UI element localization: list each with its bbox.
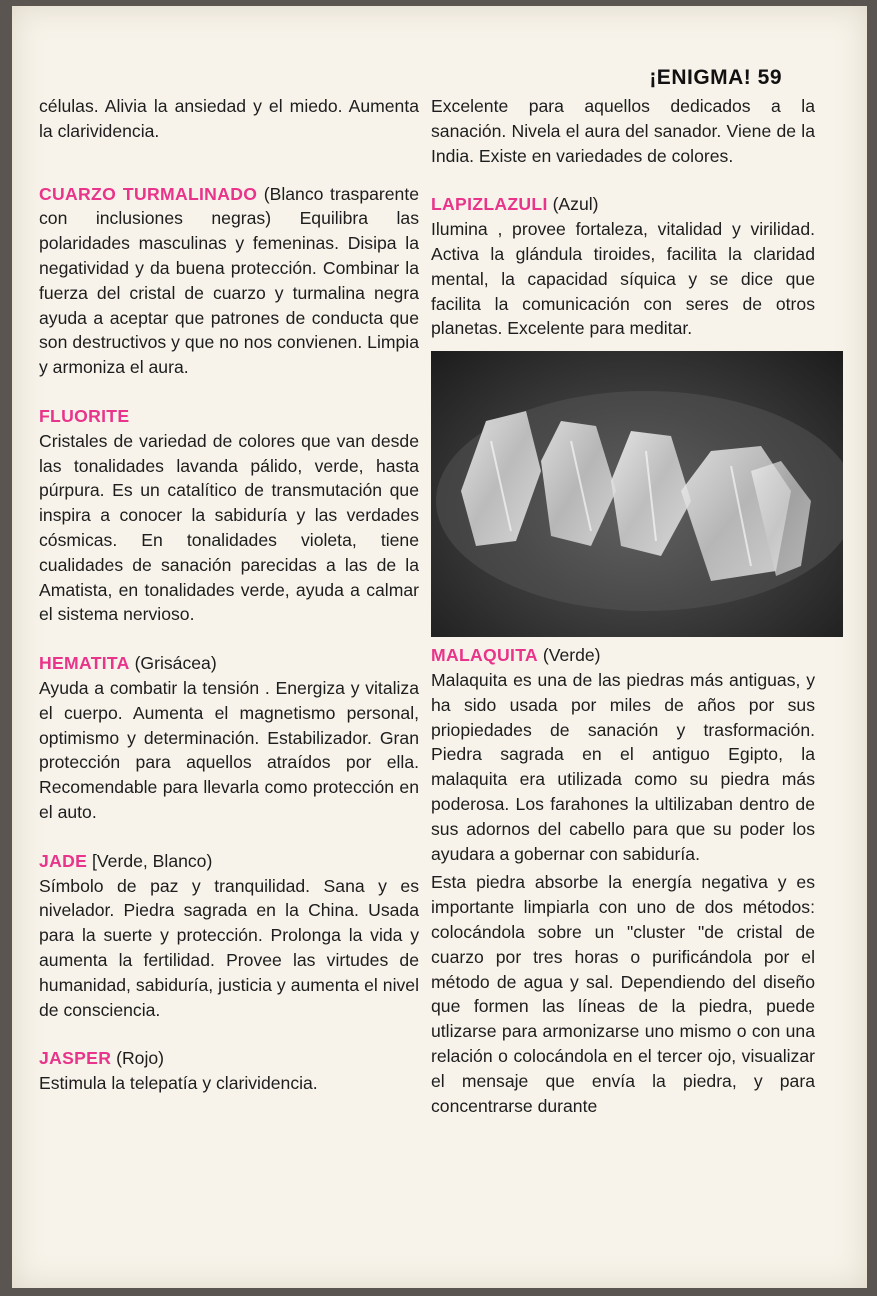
entry-title: FLUORITE (39, 405, 130, 426)
entry-text: Malaquita es una de las piedras más antiguas, y ha sido usada por miles de años por sus priopiedades de sanación y trasformación. Piedra sagrada en el antiguo Egipto, la malaquita era utilizada como su piedra más poderosa. Los farahones la ultilizaban dentro de sus adornos del cabello para que su poder los ayudara a gobernar con sabiduría. (431, 669, 815, 864)
entry-jade (39, 849, 419, 1023)
entry-text: Ayuda a combatir la tensión . Energiza y vitaliza el cuerpo. Aumenta el magnetismo personal, optimismo y determinación. Estabilizador. Gran protección para aquellos atraídos por ella. Recomendable para llevarla como protección en el auto. (39, 677, 419, 822)
entry-lapizlazuli (431, 192, 815, 341)
entry-title: CUARZO TURMALINADO (39, 183, 258, 204)
entry-qualifier: [Verde, Blanco) (92, 850, 213, 871)
left-column (39, 94, 419, 1096)
entry-title: MALAQUITA (431, 645, 538, 666)
entry-jasper (39, 1046, 419, 1096)
entry-title: LAPIZLAZULI (431, 194, 548, 215)
entry-qualifier: (Grisácea) (134, 653, 217, 674)
entry-hematita (39, 651, 419, 825)
entry-title: JADE (39, 850, 88, 871)
crystal-photo (431, 351, 843, 637)
entry-title: JASPER (39, 1048, 112, 1069)
entry-text: Equilibra las polaridades masculinas y femeninas. Disipa la negatividad y da buena protección. Combinar la fuerza del cristal de cuarzo y turmalina negra ayuda a aceptar que patrones de conducta que son destructivos y que no nos convienen. Limpia y armoniza el aura. (39, 208, 420, 378)
entry-malaquita (431, 643, 815, 866)
entry-text: Ilumina , provee fortaleza, vitalidad y virilidad. Activa la glándula tiroides, facilita la claridad mental, la capacidad síquica y se dice que facilita la comunicación con seres de otros planetas. Excelente para meditar. (431, 219, 815, 339)
entry-qualifier: (Verde) (542, 645, 601, 666)
intro-text: células. Alivia la ansiedad y el miedo. Aumenta la clarividencia. (39, 96, 419, 141)
quartz-crystals-illustration (431, 351, 843, 637)
book-page (12, 6, 867, 1288)
entry-text: Estimula la telepatía y clarividencia. (39, 1073, 318, 1094)
intro-text: Excelente para aquellos dedicados a la sanación. Nivela el aura del sanador. Viene de la India. Existe en variedades de colores. (431, 96, 815, 166)
right-column (431, 94, 815, 1118)
entry-text: Cristales de variedad de colores que van desde las tonalidades lavanda pálido, verde, hasta púrpura. Es un catalítico de transmutación que inspira a conocer la sabiduría y las verdades cósmicas. En tonalidades violeta, tiene cualidades de sanación parecidas a las de la Amatista, en tonalidades verde, ayuda a calmar el sistema nervioso. (39, 430, 419, 625)
entry-qualifier: (Azul) (552, 194, 599, 215)
entry-fluorite (39, 404, 419, 627)
entry-text: Símbolo de paz y tranquilidad. Sana y es nivelador. Piedra sagrada en la China. Usada para la suerte y protección. Prolonga la vida y aumenta la fertilidad. Provee las virtudes de humanidad, sabiduría, justicia y aumenta el nivel de consciencia. (39, 875, 419, 1020)
entry-qualifier: (Rojo) (116, 1048, 164, 1069)
page-header: ¡ENIGMA! 59 (649, 66, 782, 89)
entry-title: HEMATITA (39, 653, 130, 674)
entry-cuarzo-turmalinado (39, 182, 419, 380)
entry-malaquita-continued: Esta piedra absorbe la energía negativa y es importante limpiarla con uno de dos métodos: colocándola sobre un "cluster "de cristal de cuarzo por tres horas o purificándola por el método de agua y sal. Dependiendo del diseño que formen las líneas de la piedra, puede utlizarse para armonizarse uno mismo o con una relación o colocándola en el tercer ojo, visualizar el mensaje que envía la piedra, y para concentrarse durante (431, 872, 815, 1116)
entry-qualifier: (Blanco trasparente con inclusiones negras) (39, 183, 419, 229)
